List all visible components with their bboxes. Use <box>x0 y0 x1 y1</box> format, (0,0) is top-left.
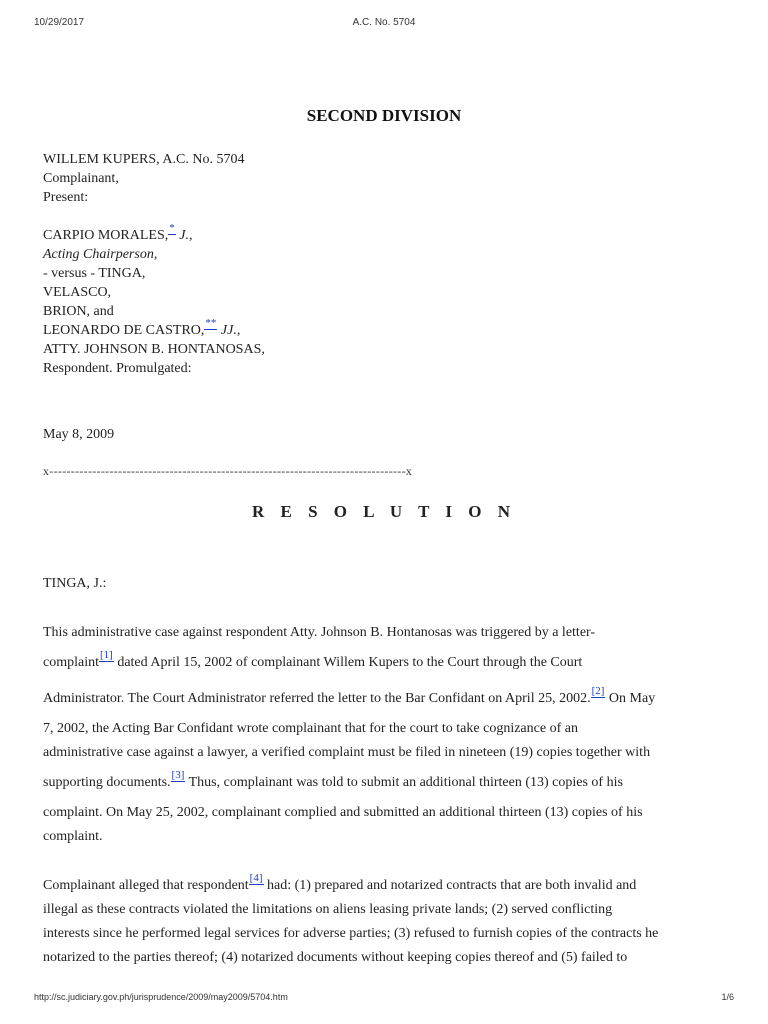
caption-line <box>43 317 265 340</box>
text-line: 7, 2002, the Acting Bar Confidant wrote complainant that for the court to take cognizance of an <box>43 721 578 736</box>
caption-line: BRION, and <box>43 304 114 319</box>
justice-name: LEONARDO DE CASTRO, <box>43 323 205 338</box>
caption-line: WILLEM KUPERS, A.C. No. 5704 <box>43 152 245 167</box>
footnote-link-2[interactable]: [2] <box>591 685 605 697</box>
print-footer <box>0 992 768 1008</box>
page-number: 1/6 <box>721 992 734 1002</box>
text-line: Complainant alleged that respondent[4] had: (1) prepared and notarized contracts that are both invalid and <box>43 872 637 893</box>
caption-line: Respondent. Promulgated: <box>43 361 192 376</box>
print-header <box>0 17 768 33</box>
print-date: 10/29/2017 <box>34 17 85 28</box>
footnote-link-star[interactable]: * <box>169 222 175 234</box>
text-line: notarized to the parties thereof; (4) notarized documents without keeping copies thereof and (5) failed to <box>43 950 628 965</box>
text-line: This administrative case against respondent Atty. Johnson B. Hontanosas was triggered by a letter- <box>43 625 596 640</box>
acting-chairperson: Acting Chairperson, <box>43 247 158 262</box>
promulgated-date: May 8, 2009 <box>43 427 115 442</box>
case-caption <box>43 150 265 378</box>
caption-line: ATTY. JOHNSON B. HONTANOSAS, <box>43 342 265 357</box>
text-line: complaint[1] dated April 15, 2002 of complainant Willem Kupers to the Court through the Court <box>43 649 583 670</box>
text-line: interests since he performed legal services for adverse parties; (3) refused to furnish copies of the contracts he <box>43 926 659 941</box>
text-line: Administrator. The Court Administrator referred the letter to the Bar Confidant on April 25, 2002.[2] On May <box>43 685 656 706</box>
caption-line <box>43 245 265 264</box>
separator-line: x-----------------------------------------------------------------------------------x <box>43 464 413 478</box>
caption-line: Complainant, <box>43 171 119 186</box>
division-heading: SECOND DIVISION <box>306 106 462 125</box>
text-line: complaint. On May 25, 2002, complainant complied and submitted an additional thirteen (13) copies of his <box>43 805 643 820</box>
justice-suffix: J., <box>175 228 193 243</box>
footnote-link-4[interactable]: [4] <box>249 872 263 884</box>
paragraph-1 <box>43 621 726 849</box>
caption-line: Present: <box>43 190 89 205</box>
ponente: TINGA, J.: <box>43 576 107 591</box>
text-line: illegal as these contracts violated the limitations on aliens leasing private lands; (2) served conflicting <box>43 902 613 917</box>
justice-name: CARPIO MORALES, <box>43 228 169 243</box>
text-line: administrative case against a lawyer, a verified complaint must be filed in nineteen (19) copies together with <box>43 745 651 760</box>
source-url[interactable]: http://sc.judiciary.gov.ph/jurisprudence/2009/may2009/5704.htm <box>34 992 288 1002</box>
caption-line: - versus - TINGA, <box>43 266 146 281</box>
justice-suffix: JJ., <box>217 323 241 338</box>
resolution-title: R E S O L U T I O N <box>251 502 517 521</box>
print-title: A.C. No. 5704 <box>352 17 416 28</box>
footnote-link-1[interactable]: [1] <box>100 649 113 661</box>
caption-line: VELASCO, <box>43 285 112 300</box>
text-line: complaint. <box>43 829 103 844</box>
paragraph-2 <box>43 874 726 970</box>
text-line: supporting documents.[3] Thus, complainant was told to submit an additional thirteen (13) copies of his <box>43 769 623 790</box>
caption-line <box>43 222 265 245</box>
footnote-link-double-star[interactable]: ** <box>205 317 217 329</box>
footnote-link-3[interactable]: [3] <box>171 769 185 781</box>
